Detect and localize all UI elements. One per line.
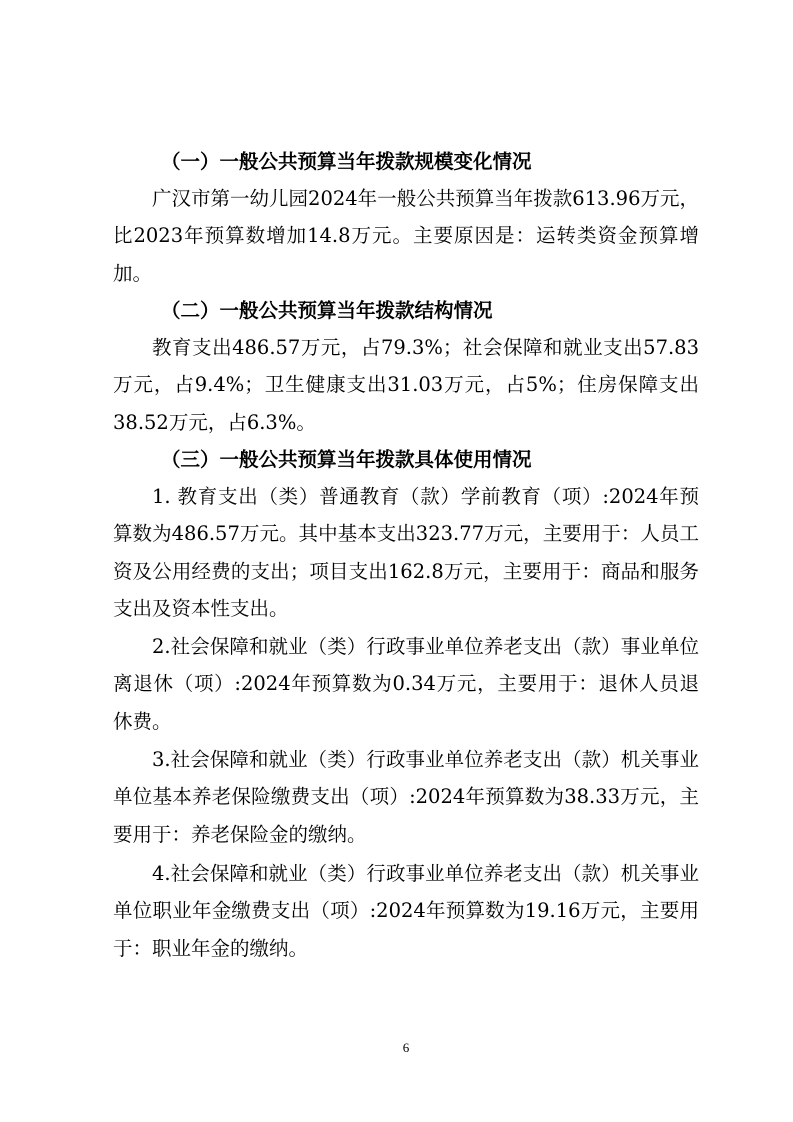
- section-1-heading: （一）一般公共预算当年拨款规模变化情况: [161, 150, 532, 173]
- page-number: 6: [402, 1040, 410, 1055]
- section-3-paragraph-2: 2.社会保障和就业（类）行政事业单位养老支出（款）事业单位离退休（项）:2024年预算数为0.34万元，主要用于：退休人员退休费。: [113, 635, 699, 733]
- section-3-heading: （三）一般公共预算当年拨款具体使用情况: [161, 448, 532, 471]
- section-3-paragraph-3: 3.社会保障和就业（类）行政事业单位养老支出（款）机关事业单位基本养老保险缴费支出（项）:2024年预算数为38.33万元，主要用于：养老保险金的缴纳。: [113, 748, 699, 846]
- section-3-paragraph-4: 4.社会保障和就业（类）行政事业单位养老支出（款）机关事业单位职业年金缴费支出（项）:2024年预算数为19.16万元，主要用于：职业年金的缴纳。: [113, 862, 699, 960]
- section-2-paragraph-1: 教育支出486.57万元，占79.3%；社会保障和就业支出57.83万元，占9.4%；卫生健康支出31.03万元，占5%；住房保障支出38.52万元，占6.3%。: [113, 336, 699, 434]
- section-3-paragraph-1: 1. 教育支出（类）普通教育（款）学前教育（项）:2024年预算数为486.57万元。其中基本支出323.77万元，主要用于：人员工资及公用经费的支出；项目支出162.8万元，主要用于：商品和服务支出及资本性支出。: [113, 485, 699, 620]
- section-1-paragraph-1: 广汉市第一幼儿园2024年一般公共预算当年拨款613.96万元，比2023年预算数增加14.8万元。主要原因是：运转类资金预算增加。: [113, 187, 699, 285]
- section-2-heading: （二）一般公共预算当年拨款结构情况: [161, 299, 493, 322]
- document-page: [113, 0, 699, 1122]
